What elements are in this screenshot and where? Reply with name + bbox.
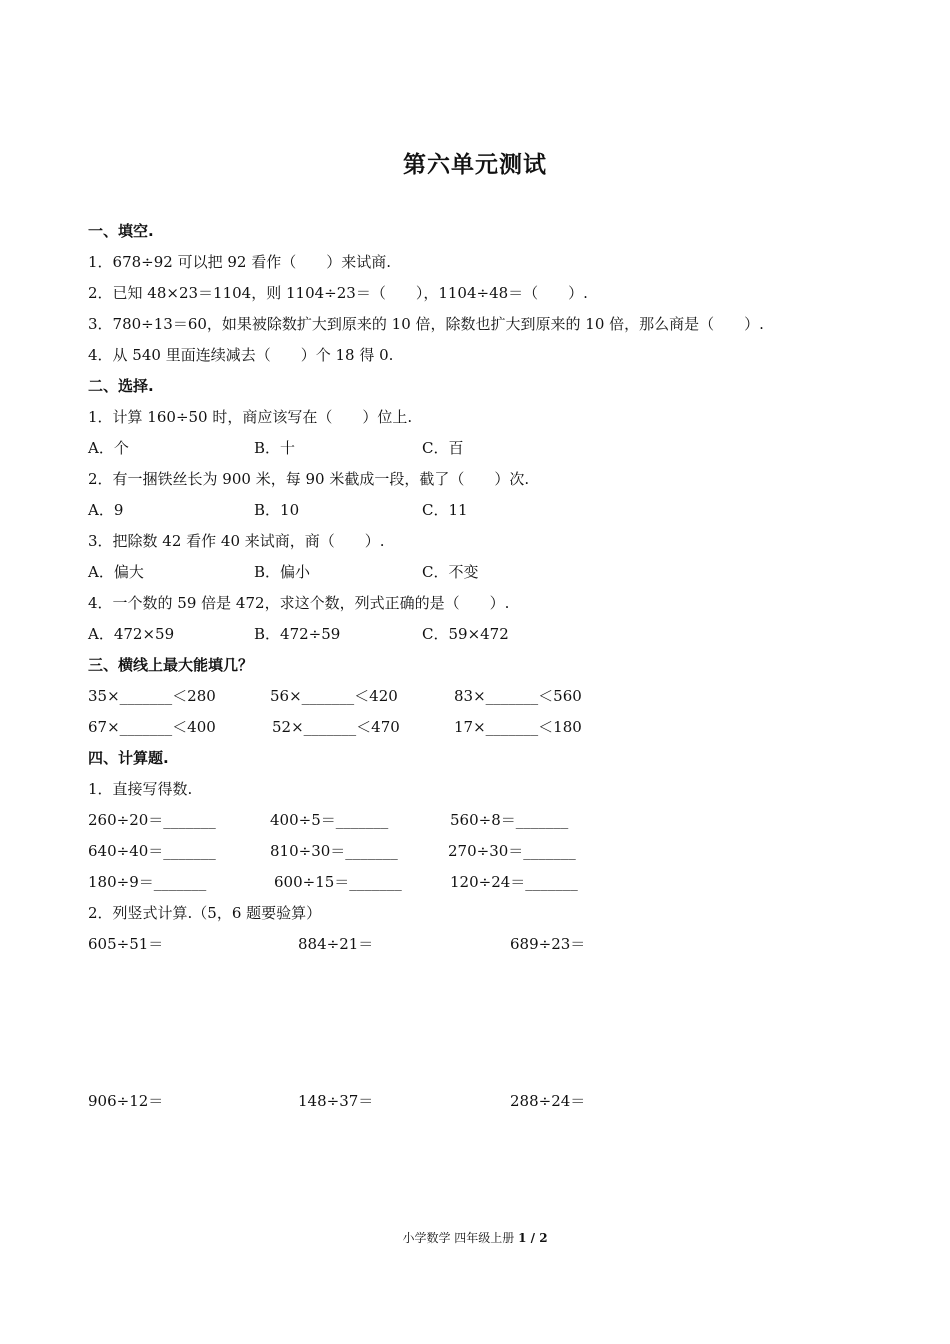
calc-item: 260÷20＝_______ (88, 811, 216, 829)
calc-item: 640÷40＝_______ (88, 842, 216, 860)
calc-item: 560÷8＝_______ (450, 811, 569, 829)
page-footer (0, 1229, 950, 1246)
section-heading-calculation: 四、计算题. (88, 749, 169, 767)
subsection-heading: 2．列竖式计算.（5，6 题要验算） (88, 904, 322, 922)
subsection-heading: 1．直接写得数. (88, 780, 193, 798)
choice-option: B．472÷59 (254, 625, 341, 643)
vertical-calc-item: 884÷21＝ (298, 935, 374, 953)
choice-option: C．不变 (422, 563, 479, 581)
choice-option: C．百 (422, 439, 464, 457)
vertical-calc-item: 689÷23＝ (510, 935, 586, 953)
inequality-item: 35×_______＜280 (88, 687, 216, 705)
choice-option: C．11 (422, 501, 468, 519)
choice-option: A．9 (88, 501, 124, 519)
inequality-item: 17×_______＜180 (454, 718, 582, 736)
footer-text: 小学数学 四年级上册 (402, 1231, 515, 1245)
inequality-item: 83×_______＜560 (454, 687, 582, 705)
choice-option: B．偏小 (254, 563, 311, 581)
choice-option: B．十 (254, 439, 296, 457)
question-text: 4．一个数的 59 倍是 472，求这个数，列式正确的是（ ）. (88, 594, 510, 612)
calc-item: 180÷9＝_______ (88, 873, 207, 891)
question-text: 1．678÷92 可以把 92 看作（ ）来试商. (88, 253, 391, 271)
inequality-item: 52×_______＜470 (272, 718, 400, 736)
calc-item: 810÷30＝_______ (270, 842, 398, 860)
calc-item: 270÷30＝_______ (448, 842, 576, 860)
choice-option: B．10 (254, 501, 300, 519)
choice-option: A．偏大 (88, 563, 144, 581)
inequality-item: 56×_______＜420 (270, 687, 398, 705)
question-text: 2．有一捆铁丝长为 900 米，每 90 米截成一段，截了（ ）次. (88, 470, 530, 488)
calc-item: 120÷24＝_______ (450, 873, 578, 891)
section-heading-choice: 二、选择. (88, 377, 154, 395)
calc-item: 400÷5＝_______ (270, 811, 389, 829)
section-heading-max-fill: 三、横线上最大能填几？ (88, 656, 254, 674)
choice-option: C．59×472 (422, 625, 509, 643)
vertical-calc-item: 288÷24＝ (510, 1092, 586, 1110)
inequality-item: 67×_______＜400 (88, 718, 216, 736)
question-text: 2．已知 48×23＝1104，则 1104÷23＝（ ），1104÷48＝（ ）. (88, 284, 588, 302)
page-number: 1 / 2 (518, 1231, 548, 1245)
page-title: 第六单元测试 (403, 152, 547, 178)
vertical-calc-item: 906÷12＝ (88, 1092, 164, 1110)
vertical-calc-item: 148÷37＝ (298, 1092, 374, 1110)
question-text: 3．780÷13＝60，如果被除数扩大到原来的 10 倍，除数也扩大到原来的 10 倍，那么商是（ ）. (88, 315, 764, 333)
question-text: 3．把除数 42 看作 40 来试商，商（ ）. (88, 532, 385, 550)
question-text: 1．计算 160÷50 时，商应该写在（ ）位上. (88, 408, 413, 426)
calc-item: 600÷15＝_______ (274, 873, 402, 891)
choice-option: A．472×59 (88, 625, 175, 643)
vertical-calc-item: 605÷51＝ (88, 935, 164, 953)
question-text: 4．从 540 里面连续减去（ ）个 18 得 0. (88, 346, 394, 364)
section-heading-fill-blank: 一、填空. (88, 222, 154, 240)
choice-option: A．个 (88, 439, 129, 457)
